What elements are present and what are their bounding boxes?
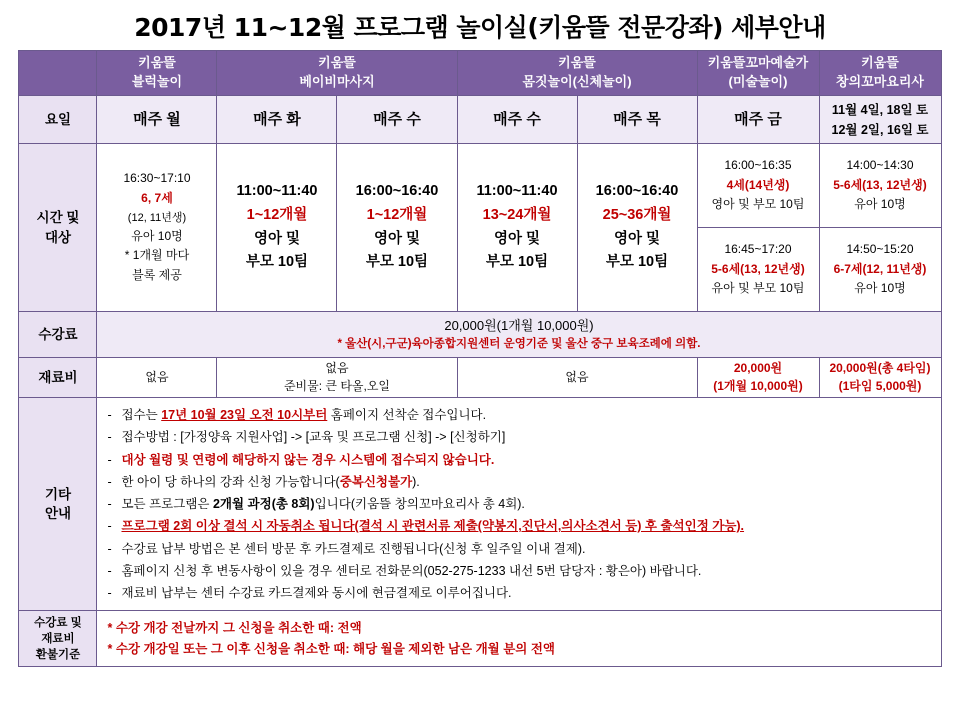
notes-text-fragment: 한 아이 당 하나의 강좌 신청 가능합니다( — [121, 474, 340, 489]
bullet-dash: - — [107, 541, 112, 556]
fee-row — [19, 312, 941, 358]
notes-text-fragment: 수강료 납부 방법은 본 센터 방문 후 카드결제로 진행됩니다(신청 후 일주일 이내 결제). — [121, 541, 586, 556]
schedule-massage-wed — [337, 144, 457, 312]
notes-list-item — [107, 449, 936, 471]
bullet-dash: - — [107, 563, 112, 578]
day-cook-sat — [819, 96, 941, 144]
art-1-age: 4세(14년생) — [726, 177, 790, 192]
header-baby-massage-line2: 베이비마사지 — [299, 74, 375, 89]
notes-text-fragment: 입니다(키움뜰 창의꼬마요리사 총 4회). — [314, 497, 525, 511]
day-art-fri: 매주 금 — [697, 96, 819, 144]
block-capacity: 유아 10명 — [131, 228, 183, 243]
schedule-cook-1 — [819, 144, 941, 228]
body-thu-target-1: 영아 및 — [613, 230, 661, 247]
schedule-massage-tue — [217, 144, 337, 312]
notes-text-fragment: 프로그램 2회 이상 결석 시 자동취소 됩니다(결석 시 관련서류 제출(약봉지,진단서,의사소견서 등) 후 출석인정 가능). — [121, 519, 745, 534]
notes-list-item — [107, 538, 936, 560]
schedule-body-thu — [577, 144, 697, 312]
material-row — [19, 358, 941, 398]
fee-amount: 20,000원(1개월 10,000원) — [444, 317, 594, 333]
material-massage — [217, 358, 457, 398]
notes-text-fragment: 중복신청불가 — [339, 474, 413, 489]
day-massage-tue: 매주 화 — [217, 96, 337, 144]
header-body-play-line2: 몸짓놀이(신체놀이) — [522, 74, 632, 89]
header-little-cook-line1: 키움뜰 — [861, 55, 899, 71]
material-body: 없음 — [457, 358, 697, 398]
cook-1-target: 유아 10명 — [854, 197, 906, 212]
header-baby-massage — [217, 51, 457, 96]
header-little-cook-line2: 창의꼬마요리사 — [836, 74, 924, 89]
day-body-thu: 매주 목 — [577, 96, 697, 144]
body-wed-target-2: 부모 10팀 — [485, 254, 549, 271]
header-block-play-line2: 블럭놀이 — [131, 74, 183, 89]
day-cook-line1: 11월 4일, 18일 토 — [831, 102, 929, 117]
notes-cell — [97, 398, 941, 611]
header-little-artist-line2: (미술놀이) — [728, 74, 788, 89]
bullet-dash: - — [107, 586, 112, 600]
header-little-artist-line1: 키움뜰꼬마예술가 — [707, 55, 809, 71]
row-label-refund — [19, 611, 97, 667]
material-cook-line1: 20,000원(총 4타임) — [829, 361, 931, 376]
bullet-dash: - — [107, 497, 112, 511]
body-wed-time: 11:00~11:40 — [476, 182, 558, 199]
notes-list — [107, 404, 936, 604]
day-body-wed: 매주 수 — [457, 96, 577, 144]
body-wed-age: 13~24개월 — [482, 206, 552, 223]
notes-text-fragment: 대상 월령 및 연령에 해당하지 않는 경우 시스템에 접수되지 않습니다. — [121, 452, 495, 467]
day-block-play: 매주 월 — [97, 96, 217, 144]
header-body-play-line1: 키움뜰 — [558, 55, 596, 71]
bullet-dash: - — [107, 519, 112, 534]
header-block-play-line1: 키움뜰 — [138, 55, 176, 71]
massage-tue-target-1: 영아 및 — [253, 230, 301, 247]
row-label-notes-line2: 안내 — [44, 506, 72, 522]
refund-line-2: * 수강 개강일 또는 그 이후 신청을 취소한 때: 해당 월을 제외한 남은 개월 분의 전액 — [107, 641, 556, 656]
material-cook — [819, 358, 941, 398]
row-label-material: 재료비 — [19, 358, 97, 398]
schedule-body-wed — [457, 144, 577, 312]
material-art — [697, 358, 819, 398]
header-body-play — [457, 51, 697, 96]
bullet-dash: - — [107, 474, 112, 489]
massage-tue-age: 1~12개월 — [246, 206, 308, 223]
body-thu-target-2: 부모 10팀 — [605, 254, 669, 271]
notes-list-item — [107, 560, 936, 582]
bullet-dash: - — [107, 408, 112, 422]
material-block: 없음 — [97, 358, 217, 398]
row-label-refund-line1: 수강료 및 — [34, 616, 82, 629]
art-2-age: 5-6세(13, 12년생) — [711, 261, 805, 276]
notes-list-item — [107, 515, 936, 537]
massage-tue-time: 11:00~11:40 — [236, 182, 318, 199]
refund-cell — [97, 611, 941, 667]
header-little-cook — [819, 51, 941, 96]
day-cook-line2: 12월 2일, 16일 토 — [831, 122, 929, 137]
art-1-target: 영아 및 부모 10팀 — [711, 197, 805, 212]
notes-text-fragment: 17년 10월 23일 오전 10시부터 — [161, 408, 328, 422]
schedule-block-play — [97, 144, 217, 312]
header-baby-massage-line1: 키움뜰 — [318, 55, 356, 71]
program-table — [18, 50, 941, 667]
notes-list-item — [107, 426, 936, 448]
schedule-art-1 — [697, 144, 819, 228]
massage-wed-age: 1~12개월 — [366, 206, 428, 223]
block-birth-years: (12, 11년생) — [127, 211, 187, 224]
body-wed-target-1: 영아 및 — [493, 230, 541, 247]
row-label-notes — [19, 398, 97, 611]
row-label-fee: 수강료 — [19, 312, 97, 358]
notes-list-item — [107, 582, 936, 604]
material-art-line1: 20,000원 — [733, 361, 783, 376]
row-label-time-target — [19, 144, 97, 312]
refund-line-1: * 수강 개강 전날까지 그 신청을 취소한 때: 전액 — [107, 620, 362, 635]
day-massage-wed: 매주 수 — [337, 96, 457, 144]
day-row — [19, 96, 941, 144]
block-time: 16:30~17:10 — [123, 170, 191, 185]
notes-row — [19, 398, 941, 611]
notes-text-fragment: 홈페이지 신청 후 변동사항이 있을 경우 센터로 전화문의(052-275-1233 내선 5번 담당자 : 황은아) 바랍니다. — [121, 563, 702, 578]
cook-1-age: 5-6세(13, 12년생) — [833, 177, 927, 192]
fee-cell — [97, 312, 941, 358]
material-massage-line2: 준비물: 큰 타올,오일 — [283, 378, 391, 393]
cook-2-target: 유아 10명 — [854, 281, 906, 296]
body-thu-time: 16:00~16:40 — [595, 182, 679, 199]
schedule-art-2 — [697, 228, 819, 312]
row-label-refund-line3: 환불기준 — [35, 648, 81, 661]
notes-text-fragment: 홈페이지 선착순 접수입니다. — [327, 408, 487, 422]
notes-list-item — [107, 404, 936, 426]
notes-text-fragment: 접수는 — [121, 408, 162, 422]
notes-text-fragment: 2개월 과정(총 8회) — [212, 497, 315, 511]
bullet-dash: - — [107, 430, 112, 445]
notes-text-fragment: ). — [412, 474, 420, 489]
block-note-1: * 1개월 마다 — [124, 248, 190, 263]
cook-2-time: 14:50~15:20 — [846, 241, 914, 256]
schedule-cook-2 — [819, 228, 941, 312]
header-little-artist — [697, 51, 819, 96]
page-title: 2017년 11~12월 프로그램 놀이실(키움뜰 전문강좌) 세부안내 — [134, 13, 826, 42]
material-art-line2: (1개월 10,000원) — [713, 378, 803, 393]
body-thu-age: 25~36개월 — [602, 206, 672, 223]
header-blank — [19, 51, 97, 96]
header-block-play — [97, 51, 217, 96]
row-label-time-line1: 시간 및 — [36, 209, 80, 225]
fee-note: * 울산(시,구군)육아종합지원센터 운영기준 및 울산 중구 보육조례에 의함. — [337, 337, 701, 350]
massage-tue-target-2: 부모 10팀 — [245, 254, 309, 271]
cook-1-time: 14:00~14:30 — [846, 157, 914, 172]
block-note-2: 블록 제공 — [132, 268, 182, 283]
material-massage-line1: 없음 — [325, 361, 349, 376]
schedule-row-1 — [19, 144, 941, 228]
art-2-target: 유아 및 부모 10팀 — [711, 281, 805, 296]
notes-text-fragment: 재료비 납부는 센터 수강료 카드결제와 동시에 현금결제로 이루어집니다. — [121, 586, 512, 600]
notes-text-fragment: 모든 프로그램은 — [121, 497, 213, 511]
notes-text-fragment: 접수방법 : [가정양육 지원사업] -> [교육 및 프로그램 신청] -> [신청하기] — [121, 430, 506, 445]
notes-list-item — [107, 493, 936, 515]
block-age: 6, 7세 — [141, 190, 173, 205]
massage-wed-target-2: 부모 10팀 — [365, 254, 429, 271]
row-label-day: 요일 — [19, 96, 97, 144]
art-2-time: 16:45~17:20 — [724, 241, 792, 256]
notes-list-item — [107, 471, 936, 493]
row-label-time-line2: 대상 — [44, 229, 72, 245]
refund-row — [19, 611, 941, 667]
cook-2-age: 6-7세(12, 11년생) — [833, 261, 927, 276]
massage-wed-target-1: 영아 및 — [373, 230, 421, 247]
table-header-row — [19, 51, 941, 96]
row-label-notes-line1: 기타 — [44, 486, 72, 502]
material-cook-line2: (1타임 5,000원) — [838, 378, 922, 393]
massage-wed-time: 16:00~16:40 — [355, 182, 439, 199]
bullet-dash: - — [107, 452, 112, 467]
row-label-refund-line2: 재료비 — [41, 632, 75, 645]
art-1-time: 16:00~16:35 — [724, 157, 792, 172]
